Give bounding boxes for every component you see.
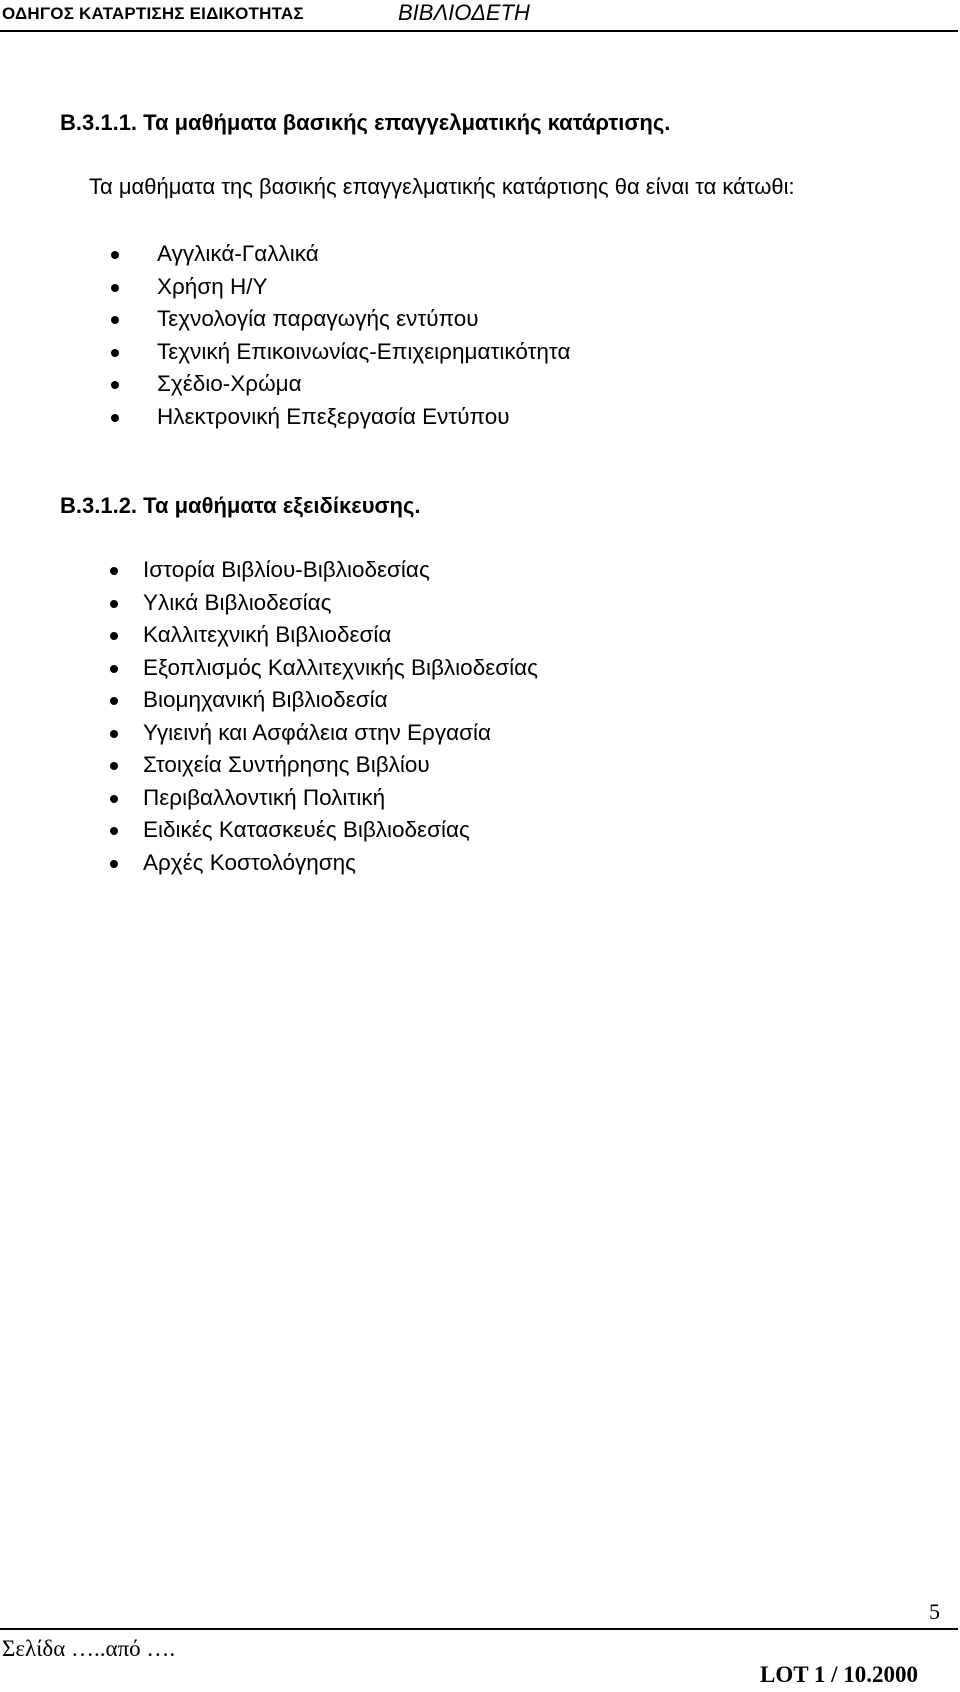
page-header [0, 0, 958, 32]
list-item-label: Ειδικές Κατασκευές Βιβλιοδεσίας [143, 817, 470, 842]
list-item-label: Βιομηχανική Βιβλιοδεσία [143, 687, 388, 712]
bullet-icon [111, 381, 119, 389]
header-specialty: ΒΙΒΛΙΟΔΕΤΗ [398, 0, 530, 25]
header-guide-title: ΟΔΗΓΟΣ ΚΑΤΑΡΤΙΣΗΣ ΕΙΔΙΚΟΤΗΤΑΣ [2, 4, 304, 23]
list-item [143, 619, 538, 652]
footer-lot-label: LOT 1 / 10.2000 [760, 1662, 919, 1687]
section-title-specialization: Β.3.1.2. Τα μαθήματα εξειδίκευσης. [60, 493, 421, 518]
list-item [157, 271, 571, 304]
page-number: 5 [929, 1599, 940, 1624]
list-item [143, 782, 538, 815]
bullet-icon [110, 697, 118, 705]
list-item-label: Ιστορία Βιβλίου-Βιβλιοδεσίας [143, 557, 430, 582]
footer-divider [0, 1628, 958, 1630]
bullet-icon [110, 860, 118, 868]
list-item-label: Στοιχεία Συντήρησης Βιβλίου [143, 752, 430, 777]
bullet-icon [110, 567, 118, 575]
list-item [143, 847, 538, 880]
list-item [143, 652, 538, 685]
section-intro-text: Τα μαθήματα της βασικής επαγγελματικής κατάρτισης θα είναι τα κάτωθι: [89, 174, 795, 199]
list-item [143, 814, 538, 847]
list-item [143, 684, 538, 717]
bullet-icon [110, 827, 118, 835]
footer-page-label: Σελίδα …..από …. [2, 1636, 176, 1661]
list-item [157, 238, 571, 271]
list-item [143, 587, 538, 620]
list-item-label: Περιβαλλοντική Πολιτική [143, 784, 386, 810]
section-title-basic-training: Β.3.1.1. Τα μαθήματα βασικής επαγγελματικής κατάρτισης. [60, 110, 671, 135]
bullet-icon [110, 632, 118, 640]
list-item-label: Ηλεκτρονική Επεξεργασία Εντύπου [157, 403, 510, 429]
list-item-label: Υλικά Βιβλιοδεσίας [143, 589, 332, 615]
list-item-label: Υγιεινή και Ασφάλεια στην Εργασία [143, 719, 491, 745]
list-item-label: Εξοπλισμός Καλλιτεχνικής Βιβλιοδεσίας [143, 654, 538, 680]
list-item-label: Καλλιτεχνική Βιβλιοδεσία [143, 622, 392, 647]
list-item [143, 717, 538, 750]
list-item [157, 336, 571, 369]
list-item [157, 303, 571, 336]
bullet-icon [110, 665, 118, 673]
list-item-label: Αρχές Κοστολόγησης [143, 849, 356, 875]
bullet-icon [110, 762, 118, 770]
list-item-label: Χρήση Η/Υ [157, 273, 268, 299]
bullet-icon [111, 316, 119, 324]
bullet-icon [111, 349, 119, 357]
bullet-icon [111, 284, 119, 292]
list-item-label: Τεχνολογία παραγωγής εντύπου [157, 306, 479, 331]
list-item [157, 401, 571, 434]
specialization-courses-list [143, 554, 538, 879]
list-item-label: Τεχνική Επικοινωνίας-Επιχειρηματικότητα [157, 338, 571, 364]
bullet-icon [111, 414, 119, 422]
list-item-label: Σχέδιο-Χρώμα [157, 371, 302, 396]
bullet-icon [110, 730, 118, 738]
bullet-icon [110, 600, 118, 608]
list-item [157, 368, 571, 401]
list-item-label: Αγγλικά-Γαλλικά [157, 241, 319, 266]
bullet-icon [111, 251, 119, 259]
basic-courses-list [157, 238, 571, 433]
list-item [143, 749, 538, 782]
bullet-icon [110, 795, 118, 803]
list-item [143, 554, 538, 587]
